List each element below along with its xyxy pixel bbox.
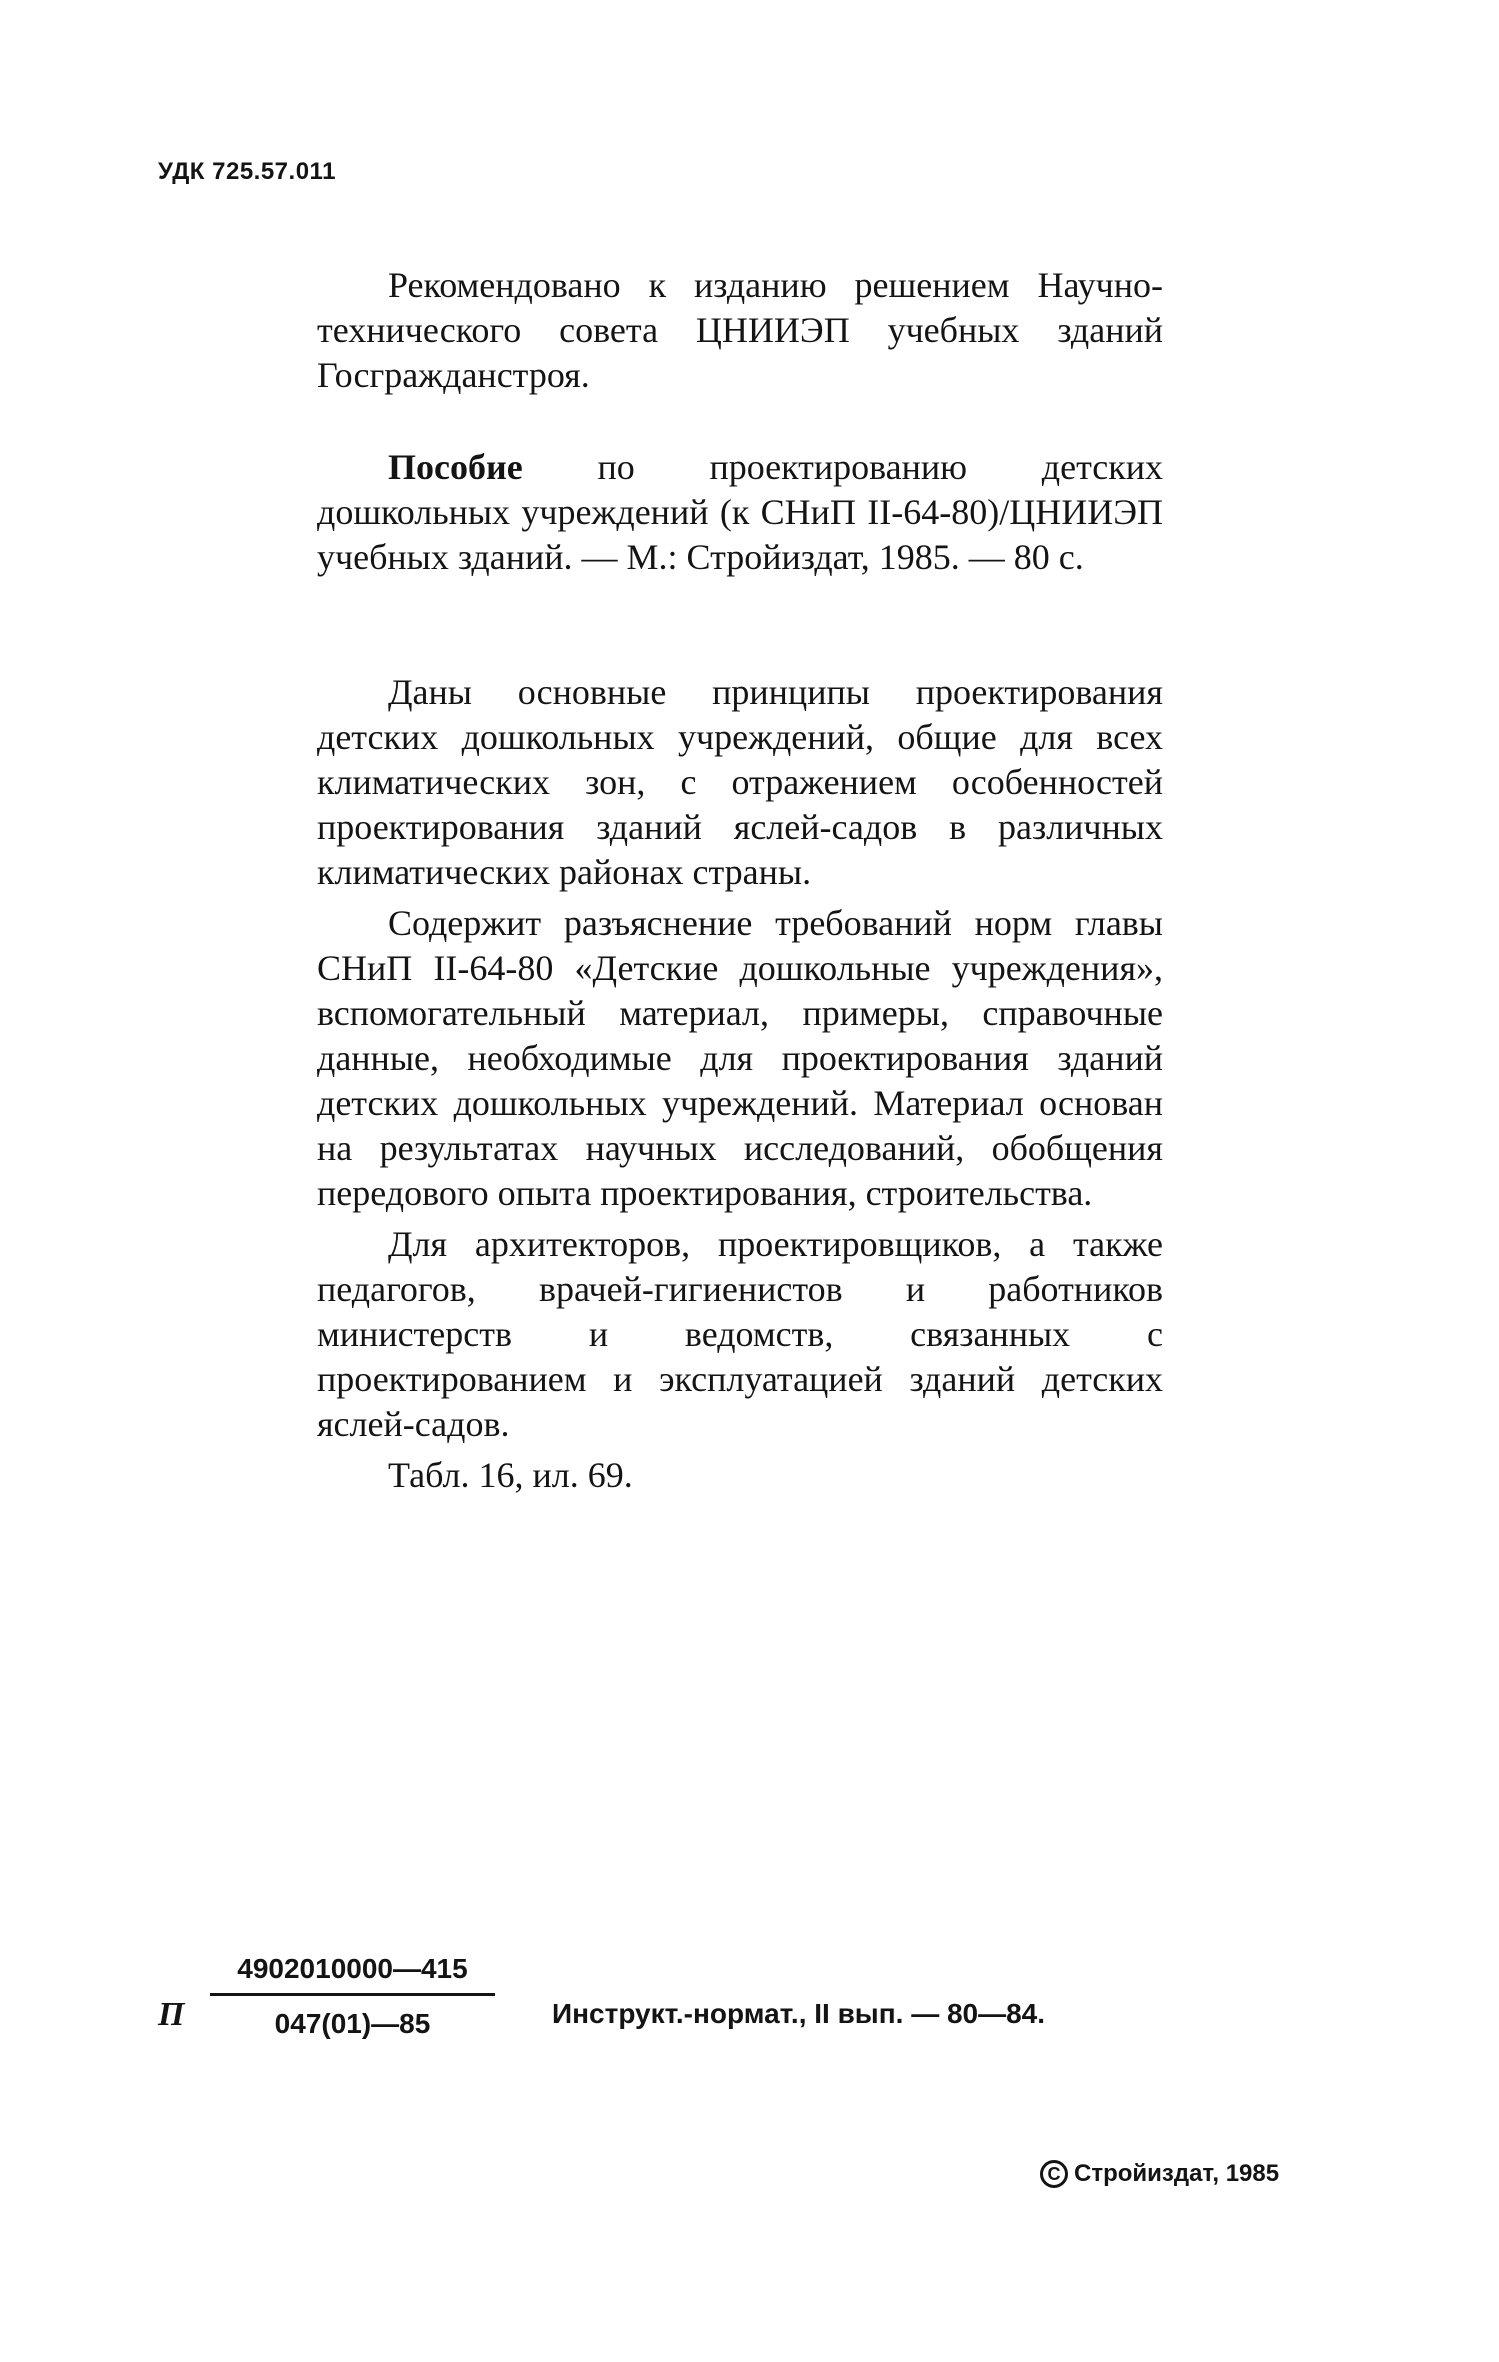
copyright-icon: C	[1040, 2160, 1068, 2188]
annotation	[317, 670, 1163, 1504]
recommendation-note: Рекомендовано к изданию решением Научно-технического совета ЦНИИЭП учебных зданий Госгражданстроя.	[317, 265, 1163, 395]
copyright-text: Стройиздат, 1985	[1074, 2160, 1280, 2187]
citation-rest: по проектированию детских дошкольных учреждений (к СНиП II-64-80)/ЦНИИЭП учебных зданий. — М.: Стройиздат, 1985. — 80 с.	[317, 447, 1163, 577]
annotation-paragraph: Табл. 16, ил. 69.	[388, 1455, 633, 1495]
citation-title-word: Пособие	[388, 447, 523, 487]
udk-code: УДК 725.57.011	[158, 158, 336, 185]
annotation-paragraph: Даны основные принципы проектирования детских дошкольных учреждений, общие для всех климатических зон, с отражением особенностей проектирования зданий яслей-садов в различных климатических районах страны.	[317, 672, 1163, 892]
publishing-code-numerator: 4902010000—415	[237, 1953, 468, 1984]
publishing-code-fraction	[210, 1953, 495, 2040]
copyright-notice	[1040, 2160, 1279, 2188]
annotation-paragraph: Для архитекторов, проектировщиков, а также педагогов, врачей-гигиенистов и работников министерств и ведомств, связанных с проектированием и эксплуатацией зданий детских яслей-садов.	[317, 1224, 1163, 1444]
publishing-code-letter: П	[158, 1996, 185, 2033]
annotation-paragraph: Содержит разъяснение требований норм главы СНиП II-64-80 «Детские дошкольные учреждения», вспомогательный материал, примеры, справочные данные, необходимые для проектирования зданий детских дошкольных учреждений. Материал основан на результатах научных исследований, обобщения передового опыта проектирования, строительства.	[317, 903, 1163, 1213]
publishing-code-denominator: 047(01)—85	[274, 2008, 431, 2039]
bibliographic-citation	[317, 445, 1163, 580]
publishing-series: Инструкт.-нормат., II вып. — 80—84.	[552, 1998, 1046, 2029]
